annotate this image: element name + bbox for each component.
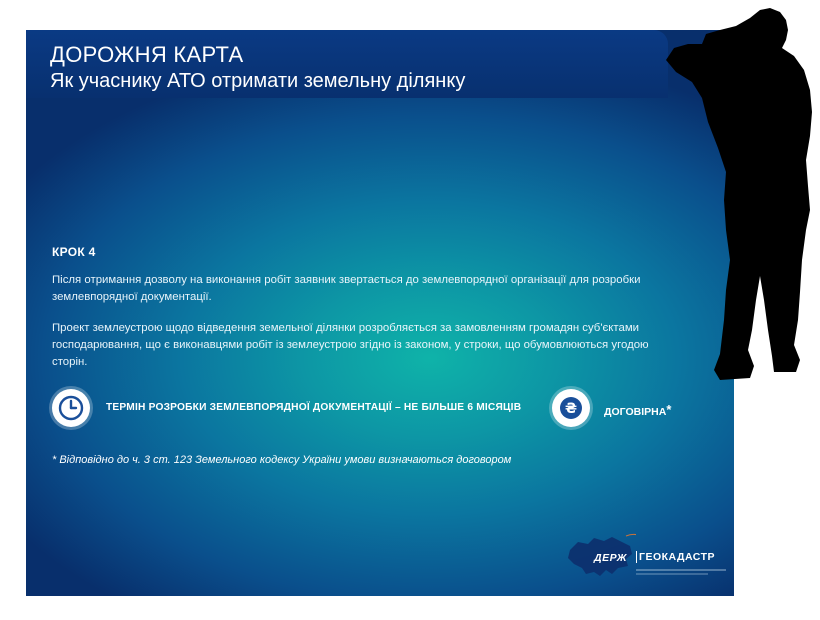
page-title: ДОРОЖНЯ КАРТА (50, 42, 244, 67)
footnote: * Відповідно до ч. 3 ст. 123 Земельного кодексу України умови визначаються договором (52, 454, 512, 466)
logo-tagline-lines (636, 568, 728, 578)
hryvnia-icon (552, 389, 590, 427)
cost-star: * (666, 402, 672, 417)
logo-part2: ГЕОКАДАСТР (636, 551, 715, 563)
step-label: КРОК 4 (52, 245, 96, 259)
clock-icon (52, 389, 90, 427)
step-paragraph-2: Проект землеустрою щодо відведення земельної ділянки розробляється за замовленням громадян суб'єктами господарювання, що є виконавцями робіт із землеустрою згідно із законом, у строки, що обумовлюються угодою сторін. (52, 322, 649, 368)
page-subtitle: Як учаснику АТО отримати земельну ділянку (50, 70, 466, 92)
logo-part1: ДЕРЖ (594, 552, 627, 564)
header-banner (26, 30, 668, 98)
logo (566, 530, 734, 590)
soldier-silhouette (662, 0, 820, 420)
hryvnia-symbol: ₴ (564, 401, 578, 417)
deadline-text: ТЕРМІН РОЗРОБКИ ЗЕМЛЕВПОРЯДНОЇ ДОКУМЕНТАЦІЇ – НЕ БІЛЬШЕ 6 МІСЯЦІВ (106, 402, 522, 413)
cost-value: ДОГОВІРНА (604, 406, 667, 418)
slide (26, 30, 734, 596)
step-paragraph-1: Після отримання дозволу на виконання робіт заявник звертається до землевпорядної організації для розробки землевпорядної документації. (52, 274, 641, 303)
